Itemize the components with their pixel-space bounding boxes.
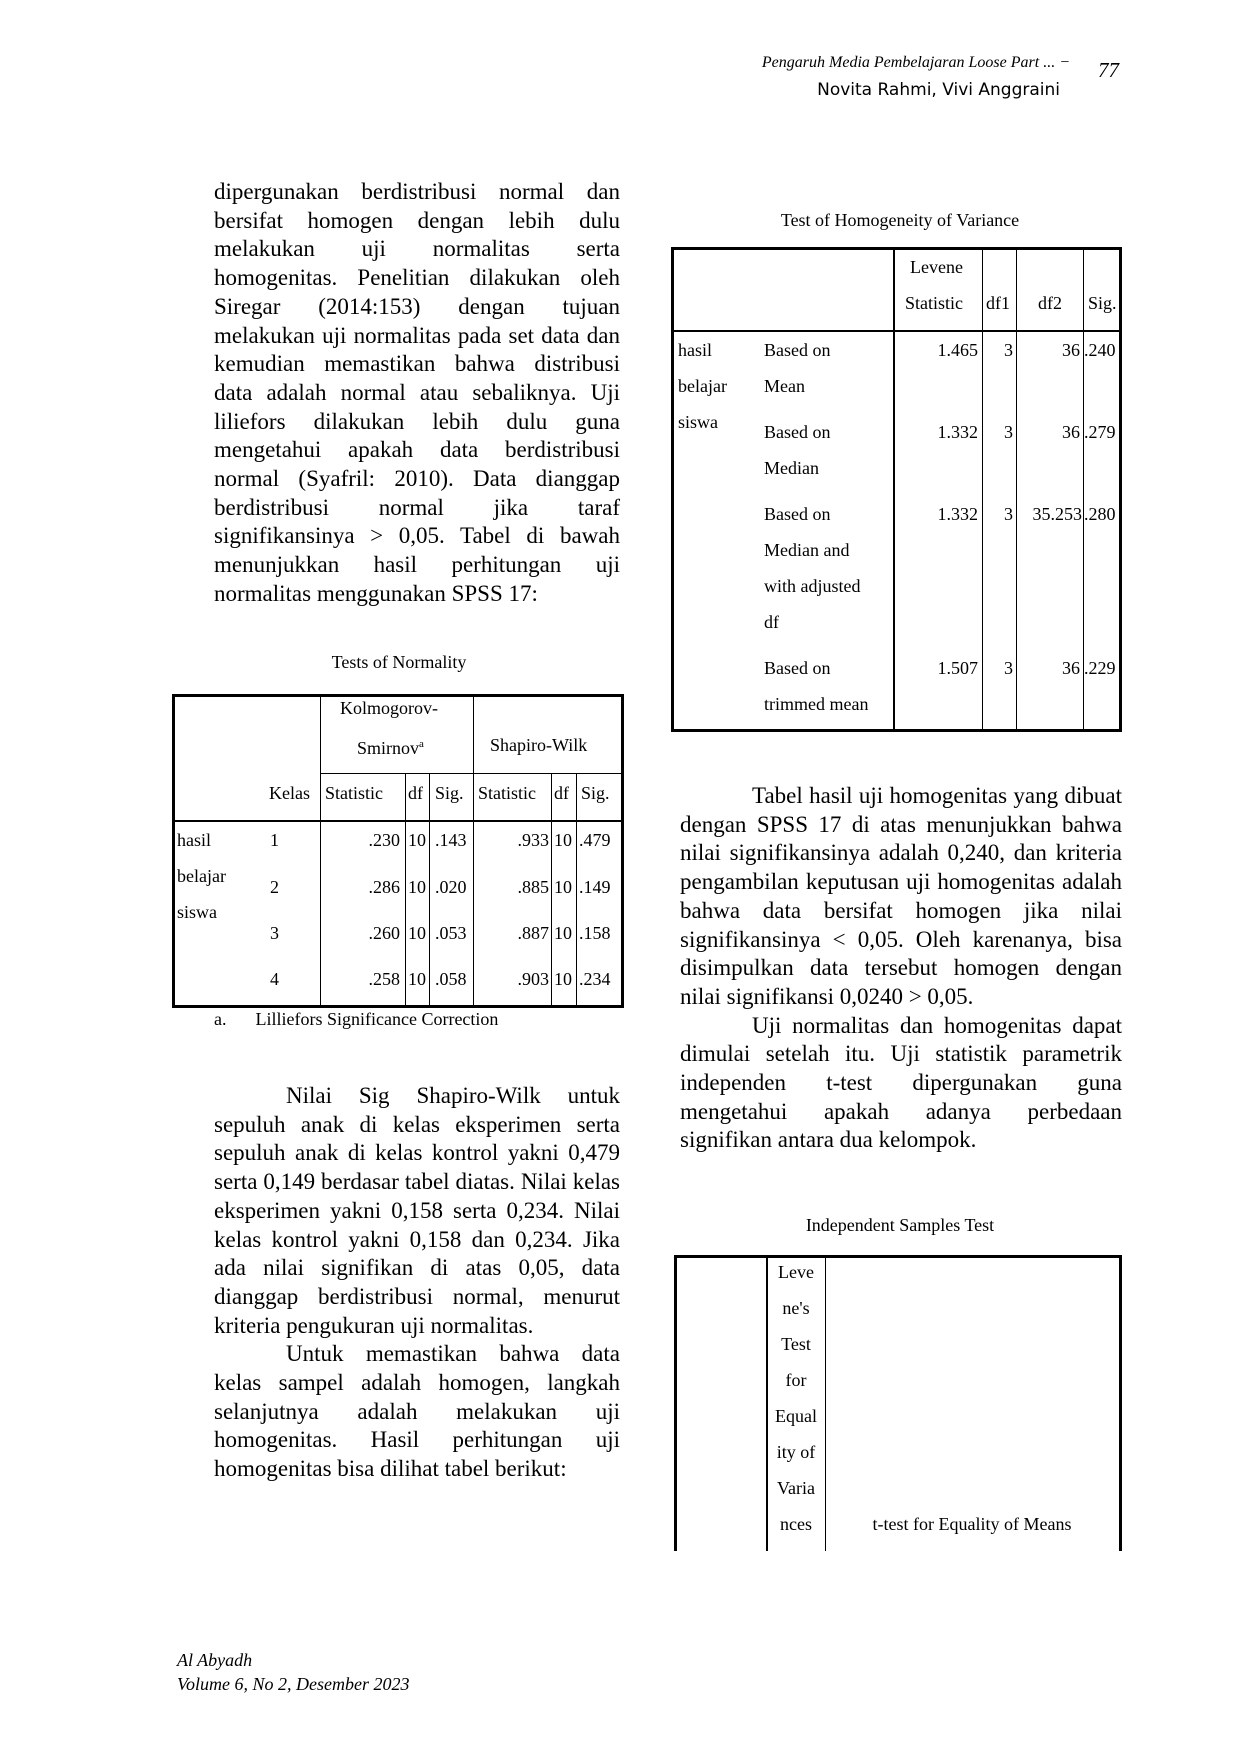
homogeneity-table-caption: Test of Homogeneity of Variance [780,210,1020,230]
normality-divider [320,696,321,1006]
col-sw-df: df [554,783,569,803]
table-cell: 1.465 [937,340,978,360]
sw-header: Shapiro-Wilk [490,735,588,755]
normality-divider [576,773,577,1006]
table-cell: 36 [1062,340,1080,360]
table-cell: .887 [517,923,549,943]
table-cell: .903 [517,969,549,989]
row-label: belajar [177,866,226,886]
table-cell: 10 [554,969,572,989]
table-cell: .286 [368,877,400,897]
levene-label: nces [780,1514,812,1534]
table-cell: 3 [1004,504,1013,524]
table-cell: 3 [270,923,279,943]
table-cell: .240 [1084,340,1116,360]
table-cell: 2 [270,877,279,897]
table-cell: 1.332 [937,504,978,524]
table-cell: 3 [1004,658,1013,678]
col-levene: Levene [910,257,963,277]
journal-name: Al Abyadh [177,1650,253,1670]
table-cell: .933 [517,830,549,850]
levene-label: Test [781,1334,811,1354]
levene-label: Equal [775,1406,817,1426]
independent-divider [674,1255,677,1551]
table-cell: .143 [435,830,467,850]
table-cell: .279 [1084,422,1116,442]
homogeneity-divider [982,249,983,730]
col-ks-sig: Sig. [435,783,464,803]
row-label: hasil [678,340,712,360]
left-paragraph-2: Nilai Sig Shapiro-Wilk untuk sepuluh anak di kelas eksperimen serta sepuluh anak di kelas kontrol yakni 0,479 serta 0,149 berdasar tabel diatas. Nilai kelas eksperimen yakni 0,158 serta 0,234. Nilai kelas kontrol yakni 0,158 dan 0,234. Jika ada nilai signifikan di atas 0,05, data dianggap berdistribusi normal, menurut kriteria pengukuran uji normalitas. Untuk memastikan bahwa data kelas sampel adalah homogen, langkah selanjutnya adalah melakukan uji homogenitas. Hasil perhitungan uji homogenitas bisa dilihat tabel berikut: [214,1083,620,1482]
independent-table-caption: Independent Samples Test [805,1215,995,1235]
col-sig: Sig. [1088,293,1117,313]
row-sub-label: df [764,612,779,632]
table-cell: 4 [270,969,279,989]
normality-table-caption: Tests of Normality [331,652,467,672]
col-levene: Statistic [905,293,963,313]
table-cell: .149 [579,877,611,897]
table-cell: 10 [408,969,426,989]
table-cell: 36 [1062,422,1080,442]
table-cell: 10 [554,877,572,897]
table-cell: .229 [1084,658,1116,678]
table-cell: .280 [1084,504,1116,524]
levene-label: Varia [777,1478,815,1498]
row-label: hasil [177,830,211,850]
table-cell: .258 [368,969,400,989]
col-ks-statistic: Statistic [325,783,383,803]
normality-divider [405,773,406,1006]
normality-divider [473,696,474,1006]
table-cell: 35.253 [1032,504,1082,524]
levene-label: ne's [782,1298,810,1318]
row-sub-label: with adjusted [764,576,861,596]
row-sub-label: Median and [764,540,850,560]
row-label: siswa [678,412,718,432]
col-df2: df2 [1038,293,1062,313]
table-cell: 10 [408,923,426,943]
table-cell: .158 [579,923,611,943]
journal-volume: Volume 6, No 2, Desember 2023 [177,1674,410,1694]
table-cell: .058 [435,969,467,989]
table-cell: 1.507 [937,658,978,678]
table-cell: .053 [435,923,467,943]
row-sub-label: trimmed mean [764,694,869,714]
table-cell: 3 [1004,340,1013,360]
journal-footer [177,1648,409,1696]
col-df1: df1 [986,293,1010,313]
row-sub-label: Based on [764,340,831,360]
independent-divider [674,1255,1122,1258]
ttest-header: t-test for Equality of Means [872,1514,1072,1534]
table-cell: 10 [554,830,572,850]
table-cell: 10 [408,877,426,897]
levene-label: for [785,1370,807,1390]
table-cell: 3 [1004,422,1013,442]
table-cell: .885 [517,877,549,897]
normality-footnote: a. Lilliefors Significance Correction [214,1009,499,1029]
col-kelas: Kelas [269,783,310,803]
row-label: belajar [678,376,727,396]
table-cell: .230 [368,830,400,850]
table-cell: 36 [1062,658,1080,678]
page-number: 77 [1098,58,1119,82]
levene-label: Leve [778,1262,814,1282]
col-ks-df: df [408,783,423,803]
table-cell: 10 [408,830,426,850]
table-cell: .260 [368,923,400,943]
table-cell: .234 [579,969,611,989]
independent-divider [1119,1255,1122,1551]
table-cell: 10 [554,923,572,943]
col-sw-statistic: Statistic [478,783,536,803]
row-label: siswa [177,902,217,922]
normality-divider [429,773,430,1006]
ks-header-1: Kolmogorov- [340,698,438,718]
table-cell: 1.332 [937,422,978,442]
table-cell: .479 [579,830,611,850]
row-sub-label: Based on [764,504,831,524]
row-sub-label: Based on [764,422,831,442]
running-authors: Novita Rahmi, Vivi Anggraini [817,80,1060,100]
row-sub-label: Median [764,458,819,478]
row-sub-label: Based on [764,658,831,678]
table-cell: 1 [270,830,279,850]
col-sw-sig: Sig. [581,783,610,803]
homogeneity-divider [893,249,895,730]
levene-label: ity of [776,1442,816,1462]
normality-divider [551,773,552,1006]
left-paragraph-1: dipergunakan berdistribusi normal dan bersifat homogen dengan lebih dulu melakukan uji normalitas serta homogenitas. Penelitian dilakukan oleh Siregar (2014:153) dengan tujuan melakukan uji normalitas pada set data dan kemudian memastikan bahwa distribusi data adalah normal atau sebaliknya. Uji liliefors dilakukan lebih dulu guna mengetahui apakah data berdistribusi normal (Syafril: 2010). Data dianggap berdistribusi normal jika taraf signifikansinya > 0,05. Tabel di bawah menunjukkan hasil perhitungan uji normalitas menggunakan SPSS 17: [214,179,620,606]
running-title: Pengaruh Media Pembelajaran Loose Part ... − [761,54,1070,71]
right-paragraph-1: Tabel hasil uji homogenitas yang dibuat dengan SPSS 17 di atas menunjukkan bahwa nilai signifikansinya adalah 0,240, dan kriteria pengambilan keputusan uji homogenitas adalah bahwa data bersifat homogen jika nilai signifikansinya < 0,05. Oleh karenanya, bisa disimpulkan data tersebut homogen dengan nilai signifikansi 0,0240 > 0,05. Uji normalitas dan homogenitas dapat dimulai setelah itu. Uji statistik parametrik independen t-test dipergunakan guna mengetahui apakah adanya perbedaan signifikan antara dua kelompok. [680,783,1122,1153]
table-cell: .020 [435,877,467,897]
ks-header-2: Smirnov$^a$ [357,738,424,758]
row-sub-label: Mean [764,376,805,396]
homogeneity-divider [1016,249,1017,730]
